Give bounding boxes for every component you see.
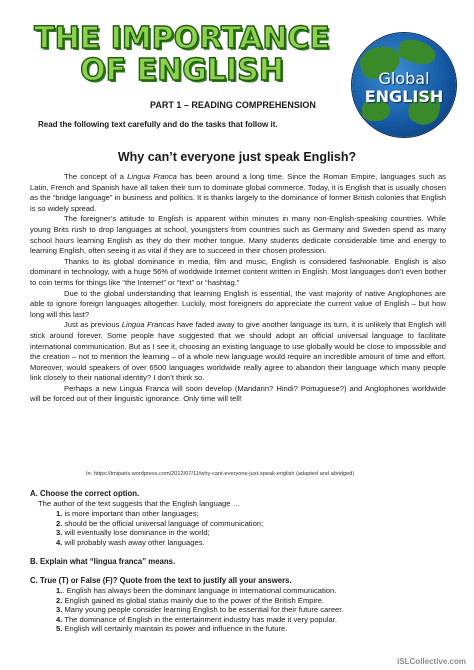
article-paragraph: Just as previous Lingua Francas have faded away to give another language its turn, it is unlikely that English will stick around forever. Some people have suggested that we should adopt an official universal language to facilitate international communication. But as I see it, choosing an existing language to use globally would be close to impossible and the creation – not to mention the learning – of a whole new language would require an incredible amount of time and effort. Moreover, would speakers of over 6500 languages worldwide really agree to abandon their language which many people link closely to their national identity? I don’t think so.	[30, 320, 446, 383]
article-heading: Why can’t everyone just speak English?	[117, 150, 357, 164]
article-paragraph: Perhaps a new Lingua Franca will soon develop (Mandarin? Hindi? Portuguese?) and Anglophones worldwide will be forced out of their linguistic ignorance. Only time will tell!	[30, 383, 446, 404]
section-a-options	[56, 509, 263, 547]
section-c-items	[56, 586, 343, 634]
globe-land	[396, 36, 438, 67]
article-paragraph: The foreigner’s attitude to English is apparent within minutes in many non-English-speaking countries. While young Brits rush to drop languages at school, youngsters from countries such as Germany and Sweden spend as many school hours learning English as they do their mother tongue. Many students dedicate considerable time and energy to learning English, often seeing it as vital if they are to succeed in their chosen profession.	[30, 214, 446, 256]
list-item: 4. The dominance of English in the entertainment industry has made it very popular.	[56, 614, 338, 624]
section-b-title: B. Explain what “lingua franca” means.	[30, 557, 176, 566]
article-paragraph: Thanks to its global dominance in media, film and music, English is considered fashionable. English is also dominant in technology, with a huge 56% of worldwide Internet content written in English. Most languages don’t even bother to coin terms for things like “the Internet” or “text” or “hashtag.”	[30, 256, 446, 287]
globe-icon	[352, 33, 456, 137]
section-a-title: A. Choose the correct option.	[30, 489, 140, 498]
part-title: PART 1 – READING COMPREHENSION	[150, 100, 316, 110]
section-c-title: C. True (T) or False (F)? Quote from the text to justify all your answers.	[30, 576, 292, 585]
page-title-line1: THE IMPORTANCE	[34, 21, 330, 56]
list-item: 3. will eventually lose dominance in the world;	[56, 528, 210, 538]
instructions: Read the following text carefully and do the tasks that follow it.	[38, 120, 278, 129]
list-item: 2. English gained its global status mainly due to the power of the British Empire.	[56, 595, 325, 605]
article-paragraph: The concept of a Lingua Franca has been around a long time. Since the Roman Empire, languages such as Latin, French and Spanish have all taken their turn to dominate global commerce. Today, it is English that is usually chosen as the “bridge language” in business and politics. It is thanks largely to the dominance of former British colonies that English is so widely spread.	[30, 172, 446, 213]
watermark: iSLCollective.com	[397, 657, 466, 666]
list-item: 1. is more important than other languages;	[56, 509, 199, 518]
source-citation: In: https://tmiparis.wordpress.com/2012/07/11/why-cant-everyone-just-speak-english (adapted and abridged)	[86, 471, 355, 477]
list-item: 3. Many young people consider learning English to be essential for their future career.	[56, 605, 344, 615]
list-item: 5. English will certainly maintain its power and influence in the future.	[56, 624, 288, 634]
section-a-stem: The author of the text suggests that the English language …	[38, 499, 241, 508]
list-item: 1.. English has always been the dominant language in international communication.	[56, 586, 337, 595]
article-paragraph: Due to the global understanding that learning English is essential, the vast majority of native Anglophones are able to ignore foreign languages altogether. Luckily, most foreigners do appreciate the current value of English – but how long will this last?	[30, 288, 446, 319]
list-item: 4. will probably wash away other languages.	[56, 537, 205, 547]
logo-text-english: ENGLISH	[364, 87, 444, 106]
article-body	[30, 172, 446, 405]
page-title-line2: OF ENGLISH	[80, 53, 284, 88]
logo-text-global: Global	[378, 69, 430, 88]
list-item: 2. should be the official universal language of communication;	[56, 518, 264, 528]
